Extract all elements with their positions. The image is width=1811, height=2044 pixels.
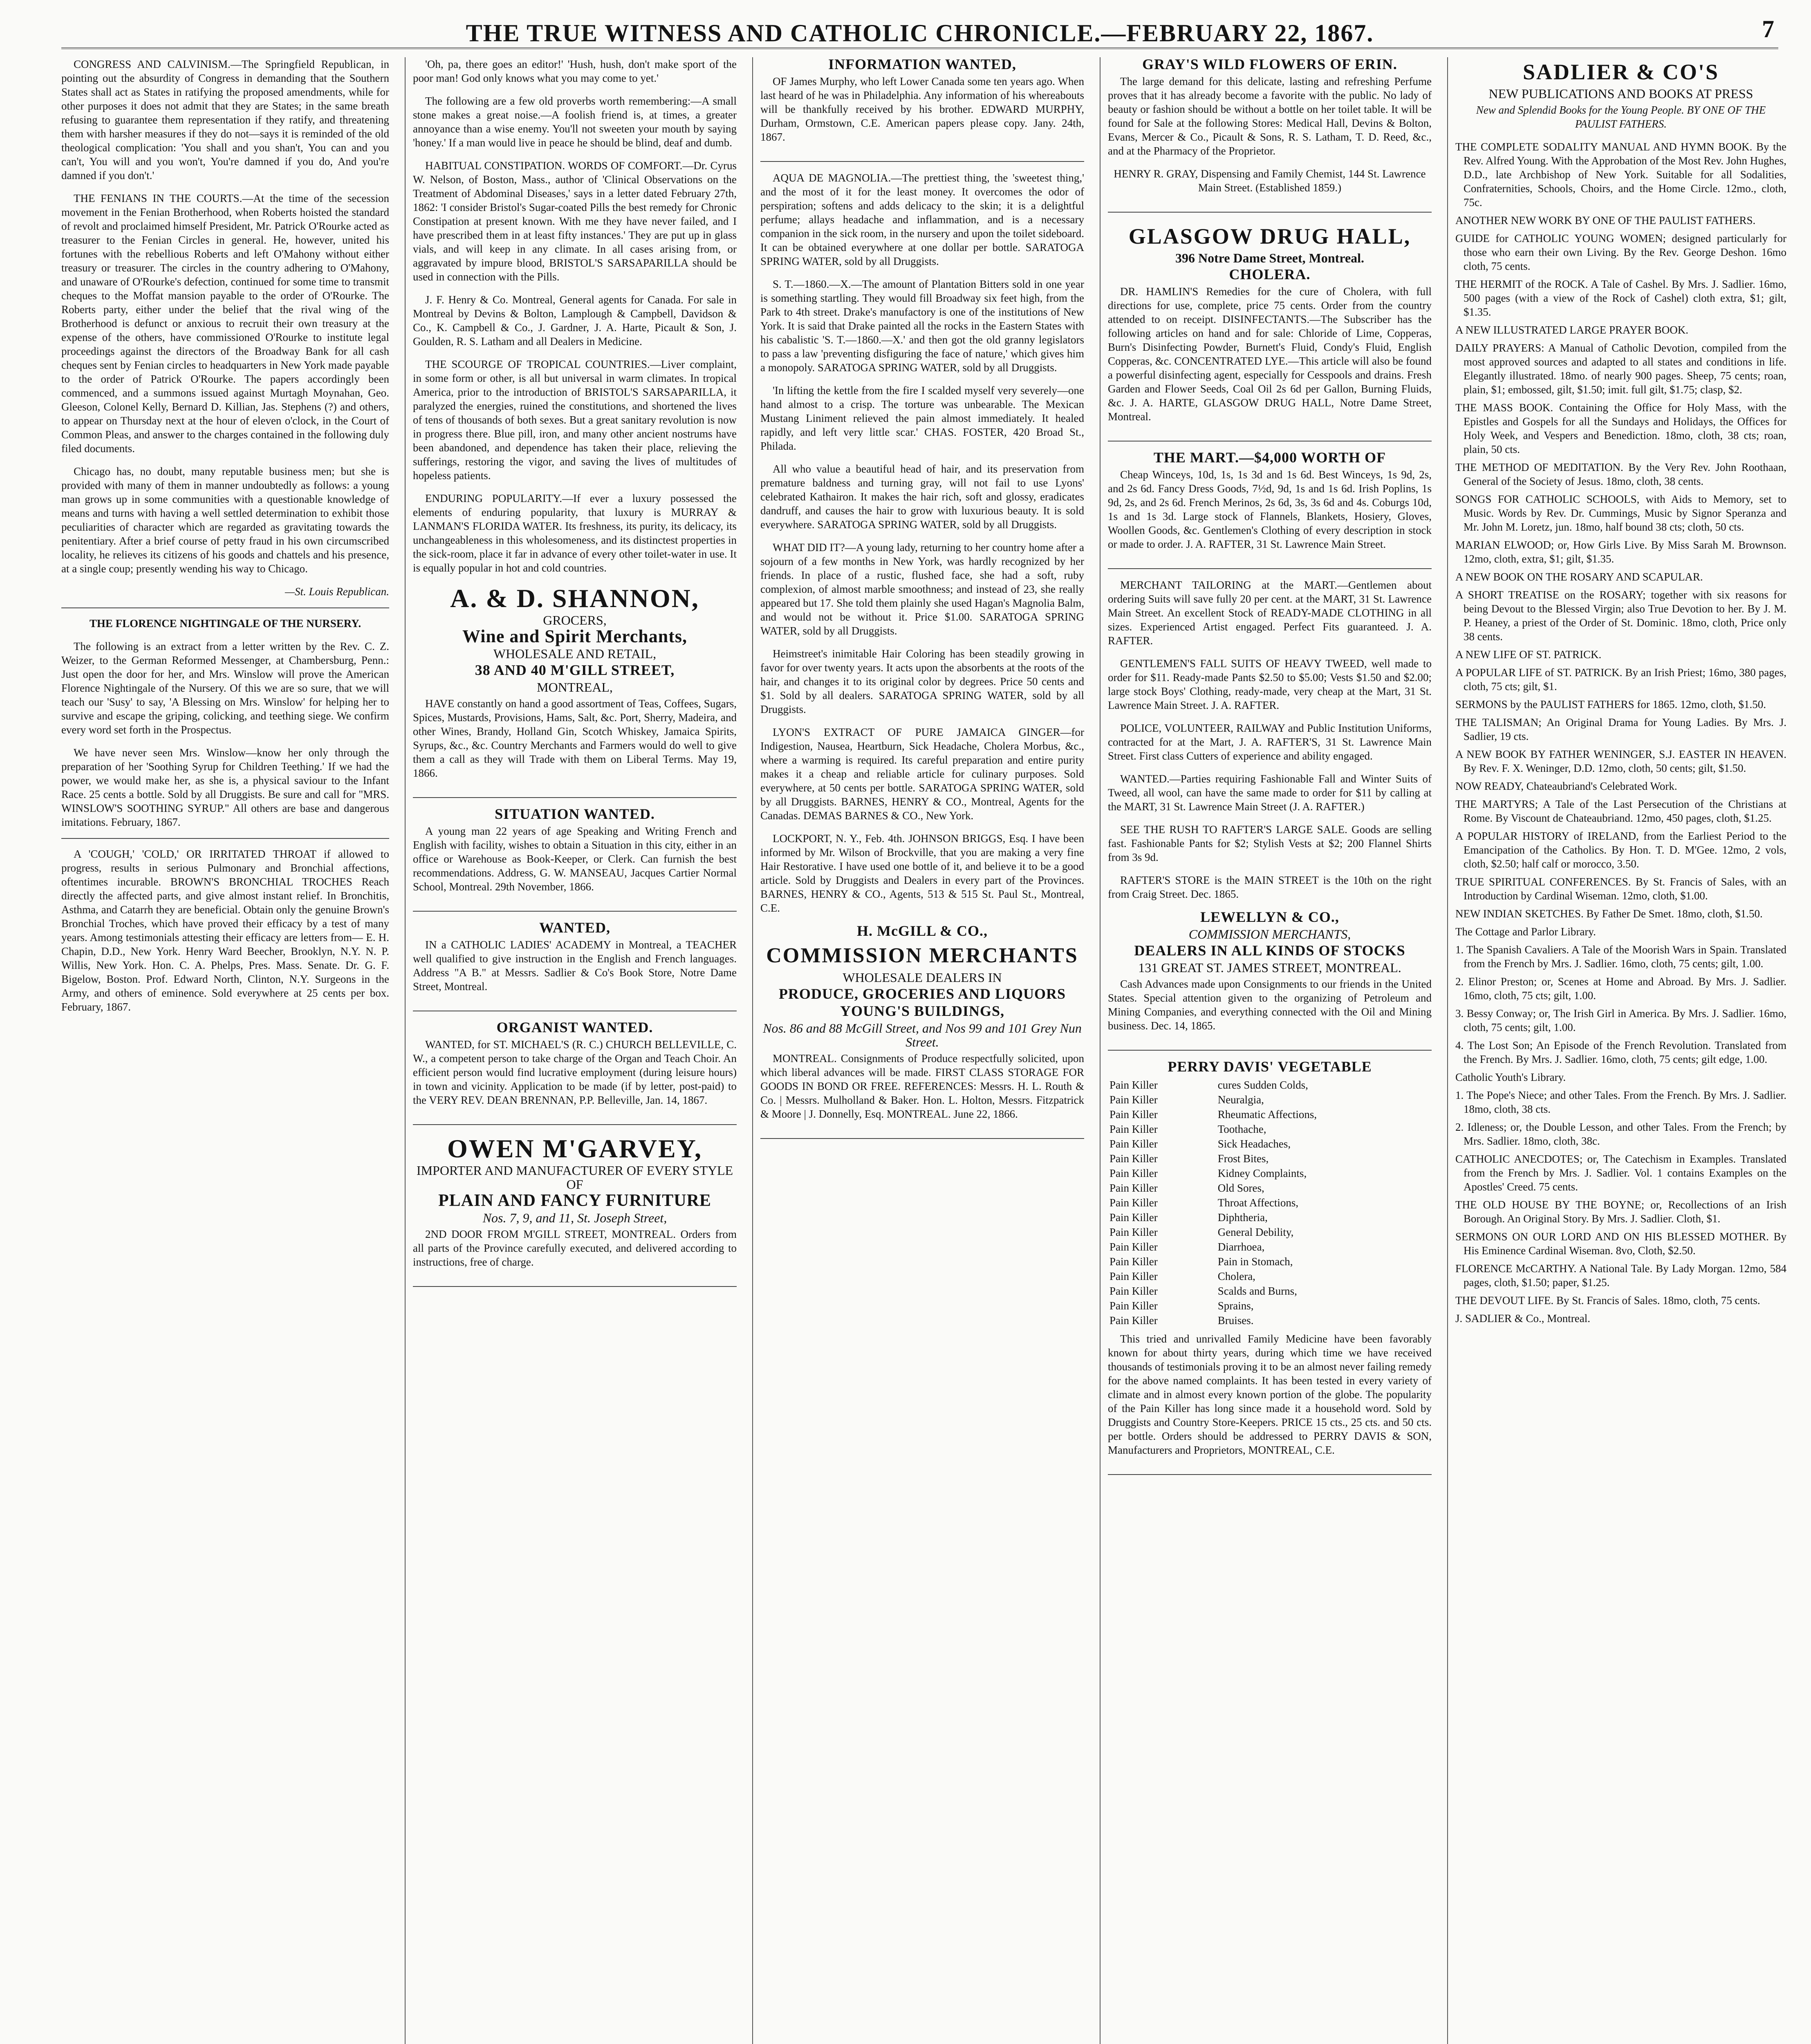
lewellyn-address: 131 GREAT ST. JAMES STREET, MONTREAL. bbox=[1138, 960, 1401, 975]
book-listing: A SHORT TREATISE on the ROSARY; together with six reasons for being Devout to the Blessed Virgin; also True Devotion to her. By J. M. P. Heaney, a priest of the Order of St. Dominic. 18mo, cloth, Price only 38 cents. bbox=[1455, 589, 1786, 643]
column-3 bbox=[752, 57, 1092, 2044]
wanted-title: WANTED, bbox=[539, 919, 611, 936]
page-header bbox=[61, 12, 1778, 49]
pain-killer-ailment: Frost Bites, bbox=[1217, 1152, 1269, 1165]
book-listing: 2. Elinor Preston; or, Scenes at Home and Abroad. By Mrs. J. Sadlier. 16mo, cloth, 75 cts; gilt, 1.00. bbox=[1455, 975, 1786, 1002]
magnolia-ad: AQUA DE MAGNOLIA.—The prettiest thing, the 'sweetest thing,' and the most of it for the least money. It overcomes the odor of perspiration; softens and adds delicacy to the skin; it is a delightful perfume; allays headache and inflammation, and is a necessary companion in the sick room, in the nursery and upon the toilet sideboard. It can be obtained everywhere at one dollar per bottle. SARATOGA SPRING WATER, sold by all Druggists. bbox=[760, 172, 1084, 267]
book-listing: THE METHOD OF MEDITATION. By the Very Rev. John Roothaan, General of the Society of Jesus. 18mo, cloth, 38 cents. bbox=[1455, 461, 1786, 487]
mcgill-commission: COMMISSION MERCHANTS bbox=[766, 944, 1078, 967]
pain-killer-ailment: Throat Affections, bbox=[1217, 1197, 1299, 1209]
situation-title: SITUATION WANTED. bbox=[495, 806, 655, 822]
pain-killer-row bbox=[1108, 1078, 1432, 1092]
pain-killer-label: Pain Killer bbox=[1109, 1197, 1158, 1209]
book-listing: A NEW BOOK ON THE ROSARY AND SCAPULAR. bbox=[1455, 571, 1703, 583]
book-listing: THE HERMIT of the ROCK. A Tale of Cashel. By Mrs. J. Sadlier. 16mo, 500 pages (with a view of the Rock of Cashel) cloth extra, $1; gilt, $1.35. bbox=[1455, 278, 1786, 318]
book-listing: MARIAN ELWOOD; or, How Girls Live. By Miss Sarah M. Brownson. 12mo, cloth, extra, $1; gilt, $1.35. bbox=[1455, 539, 1786, 565]
mcgarvey-furniture: PLAIN AND FANCY FURNITURE bbox=[438, 1191, 711, 1210]
mcgarvey-ad bbox=[413, 1134, 737, 1287]
lewellyn-body: Cash Advances made upon Consignments to our friends in the United States. Special attention given to the organizing of Petroleum and Mining Companies, and everything connected with the Oil and Mining business. Dec. 14, 1865. bbox=[1108, 978, 1432, 1032]
proverbs: The following are a few old proverbs worth remembering:—A small stone makes a great noise.—A foolish friend is, at times, a greater annoyance than a wise enemy. You'll not sweeten your mouth by saying 'honey.' If a man would live in peace he should be blind, deaf and dumb. bbox=[413, 95, 737, 149]
book-listing: SONGS FOR CATHOLIC SCHOOLS, with Aids to Memory, set to Music. Words by Rev. Dr. Cummings, Music by Signor Speranza and Mr. John M. Loretz, jun. 18mo, half bound 38 cts; cloth, 50 cts. bbox=[1455, 493, 1786, 533]
book-listing: TRUE SPIRITUAL CONFERENCES. By St. Francis of Sales, with an Introduction by Cardinal Wiseman. 12mo, cloth, $1.00. bbox=[1455, 876, 1786, 902]
pain-killer-label: Pain Killer bbox=[1109, 1300, 1158, 1312]
situation-ad bbox=[413, 807, 737, 912]
gray-title: GRAY'S WILD FLOWERS OF ERIN. bbox=[1142, 57, 1397, 72]
article-chicago: Chicago has, no doubt, many reputable business men; but she is provided with many of them in manner undoubtedly as follows: a young man grows up in some communities with a questionable knowledge of means and turns with having a well settled determination to exhibit those peculiarities of character which are regarded as gravitating towards the penitentiary. After a brief course of petty fraud in his own circumscribed locality, he relieves its citizens of his goods and chattels and his presence, at a single coup; presently wending his way to Chicago. bbox=[61, 465, 389, 575]
book-listing: GUIDE for CATHOLIC YOUNG WOMEN; designed particularly for those who earn their own Living. By the Rev. George Deshon. 16mo cloth, 75 cents. bbox=[1455, 232, 1786, 272]
sadlier-title: SADLIER & CO'S bbox=[1522, 60, 1719, 84]
pain-killer-ailment: Old Sores, bbox=[1217, 1182, 1264, 1194]
hair-ad: All who value a beautiful head of hair, and its preservation from premature baldness and turning gray, will not fail to use Lyons' celebrated Kathairon. It makes the hair rich, soft and glossy, eradicates dandruff, and causes the hair to grow with luxurious beauty. It is sold everywhere. SARATOGA SPRING WATER, sold by all Druggists. bbox=[760, 463, 1084, 531]
article-congress: CONGRESS AND CALVINISM.—The Springfield Republican, in pointing out the absurdity of Congress in demanding that the Southern States shall act as States in ratifying the proposed amendments, while for other purposes it does not admit that they are States; in the same breath refusing to guarantee them representation if they ratify, and threatening them with harsher measures if they do not—says it is reminded of the old theological complication: 'You shall and you shan't, You can and you can't, You will and you won't, You're damned if you do, And you're damned if you don't.' bbox=[61, 58, 389, 182]
pain-killer-label: Pain Killer bbox=[1109, 1079, 1158, 1091]
book-listing: 2. Idleness; or, the Double Lesson, and other Tales. From the French; by Mrs. Sadlier. 18mo, cloth, 38c. bbox=[1455, 1121, 1786, 1147]
pain-killer-ailment: Sprains, bbox=[1217, 1300, 1254, 1312]
pain-killer-row bbox=[1108, 1151, 1432, 1166]
pain-killer-label: Pain Killer bbox=[1109, 1152, 1158, 1165]
pain-killer-ailment: cures Sudden Colds, bbox=[1217, 1079, 1308, 1091]
book-listing: THE MARTYRS; A Tale of the Last Persecution of the Christians at Rome. By Viscount de Chateaubriand. 12mo, 450 pages, cloth, $1.25. bbox=[1455, 798, 1786, 824]
shannon-ad bbox=[413, 584, 737, 798]
lewellyn-ad bbox=[1108, 910, 1432, 1051]
book-listing: Catholic Youth's Library. bbox=[1455, 1071, 1566, 1083]
nightingale-body: The following is an extract from a letter written by the Rev. C. Z. Weizer, to the German Reformed Messenger, at Chambersburg, Penn.: Just open the door for her, and Mrs. Winslow will prove the American Florence Nightingale of the Nursery. Of this we are so sure, that we will teach our 'Susy' to say, 'A Blessing on Mrs. Winslow' for helping her to survive and escape the griping, colicking, and teething siege. We confirm every word set forth in the Prospectus. bbox=[61, 640, 389, 736]
glasgow-ad bbox=[1108, 222, 1432, 442]
store-ad: RAFTER'S STORE is the MAIN STREET is the 10th on the right from Craig Street. Dec. 1865. bbox=[1108, 874, 1432, 900]
shannon-city: MONTREAL, bbox=[537, 680, 613, 695]
info-title: INFORMATION WANTED, bbox=[828, 57, 1016, 72]
page-number: 7 bbox=[1762, 16, 1774, 43]
florida-water-ad: ENDURING POPULARITY.—If ever a luxury possessed the elements of enduring popularity, that luxury is MURRAY & LANMAN'S FLORIDA WATER. Its freshness, its purity, its delicacy, its unchangeableness in this wholesomeness, and its distinctest properties in the sick-room, place it far in advance of every other toilet-water in use. It is equally popular in hot and cold countries. bbox=[413, 492, 737, 574]
pain-killer-ailment: Diphtheria, bbox=[1217, 1211, 1268, 1224]
pain-killer-row bbox=[1108, 1122, 1432, 1136]
book-listing: A POPULAR HISTORY of IRELAND, from the Earliest Period to the Emancipation of the Catholics. By Hon. T. D. M'Gee. 12mo, 2 vols, cloth, $2.50; half calf or morocco, 3.50. bbox=[1455, 830, 1786, 870]
organist-title: ORGANIST WANTED. bbox=[496, 1019, 653, 1035]
pain-killer-ailment: Kidney Complaints, bbox=[1217, 1167, 1307, 1179]
mart-title: THE MART.—$4,000 WORTH OF bbox=[1153, 449, 1386, 466]
plantation-ad: S. T.—1860.—X.—The amount of Plantation Bitters sold in one year is something startling. They would fill Broadway six feet high, from the Park to 4th street. Drake's manufactory is one of the institutions of New York. It is said that Drake painted all the rocks in the Eastern States with his cabalistic 'S. T.—1860.—X.' and then got the old granny legislators to pass a law 'preventing disfiguring the face of nature,' which gives him a monopoly. SARATOGA SPRING WATER, sold by all Druggists. bbox=[760, 278, 1084, 374]
shannon-address: 38 AND 40 M'GILL STREET, bbox=[475, 662, 675, 678]
mcgill-body: MONTREAL. Consignments of Produce respectfully solicited, upon which liberal advances will be made. FIRST CLASS STORAGE FOR GOODS IN BOND OR FREE. REFERENCES: Messrs. H. L. Routh & Co. | Messrs. Mulholland & Baker. Hon. L. Holton, Messrs. Fitzpatrick & Moore | J. Donnelly, Esq. MONTREAL. June 22, 1866. bbox=[760, 1052, 1084, 1120]
pain-killer-label: Pain Killer bbox=[1109, 1285, 1158, 1297]
sadlier-sub: NEW PUBLICATIONS AND BOOKS AT PRESS bbox=[1488, 86, 1753, 101]
pain-killer-ailment: Toothache, bbox=[1217, 1123, 1266, 1135]
shannon-name: A. & D. SHANNON, bbox=[450, 584, 699, 613]
pain-killer-label: Pain Killer bbox=[1109, 1211, 1158, 1224]
book-listing: 3. Bessy Conway; or, The Irish Girl in America. By Mrs. J. Sadlier. 16mo, cloth, 75 cents; gilt, 1.00. bbox=[1455, 1007, 1786, 1033]
book-listing: CATHOLIC ANECDOTES; or, The Catechism in Examples. Translated from the French by Mrs. J. Sadlier. Vol. 1 contains Examples on the Apostles' Creed. 75 cents. bbox=[1455, 1153, 1786, 1193]
pain-killer-label: Pain Killer bbox=[1109, 1270, 1158, 1282]
lockport-ad: LOCKPORT, N. Y., Feb. 4th. JOHNSON BRIGGS, Esq. I have been informed by Mr. Wilson of Brockville, that you are making a very fine Hair Restorative. I have used one bottle of it, and believe it to be a good article. Sold by Druggists and Dealers in every part of the Provinces. BARNES, HENRY & CO., Agents, 513 & 515 St. Paul St., Montreal, C.E. bbox=[760, 832, 1084, 914]
pain-killer-ailment: Bruises. bbox=[1217, 1314, 1254, 1327]
pain-killer-label: Pain Killer bbox=[1109, 1255, 1158, 1268]
shannon-grocers: GROCERS, bbox=[543, 613, 607, 628]
wanted-ad bbox=[413, 921, 737, 1011]
pain-killer-label: Pain Killer bbox=[1109, 1138, 1158, 1150]
book-listing: A NEW BOOK BY FATHER WENINGER, S.J. EASTER IN HEAVEN. By Rev. F. X. Weninger, D.D. 12mo, cloth, 50 cents; gilt, $1.50. bbox=[1455, 748, 1786, 774]
article-fenians: THE FENIANS IN THE COURTS.—At the time of the secession movement in the Fenian Brotherhood, when Roberts hoisted the standard of revolt and proclaimed himself President, Mr. Patrick O'Rourke acted as treasurer to the Fenian Circles in general. He, however, united his fortunes with the rebellious Roberts and left O'Mahony without either treasury or treasurer. The circles in the country adhering to O'Mahony, and unaware of O'Rourke's defection, continued for some time to transmit cheques to the Moffat mansion payable to the order of O'Rourke. The Roberts party, either under the belief that the rival wing of the Brotherhood is defunct or anxious to recruit their own treasury at the expense of the others, have commissioned O'Rourke to institute legal proceedings against the directors of the Broadway Bank for all cash cheques sent by Fenian circles to headquarters in New York made payable to the order of Patrick O'Rourke. The papers accordingly been commenced, and a summons issued against Murtagh Moynahan, Geo. Gleeson, Colonel Kelly, Bernard D. Killian, Jas. Stephens (?) and others, to appear on Thursday next at the hour of eleven o'clock, in the Court of Common Pleas, and answer to the charges contained in the following duly filed documents. bbox=[61, 192, 389, 455]
mcgill-sub: WHOLESALE DEALERS IN bbox=[843, 970, 1002, 985]
pain-killer-row bbox=[1108, 1210, 1432, 1225]
pain-killer-label: Pain Killer bbox=[1109, 1182, 1158, 1194]
pain-killer-row bbox=[1108, 1298, 1432, 1313]
pain-killer-table bbox=[1108, 1078, 1432, 1328]
column-5 bbox=[1447, 57, 1786, 2044]
pain-killer-label: Pain Killer bbox=[1109, 1094, 1158, 1106]
mcgarvey-sub: IMPORTER AND MANUFACTURER OF EVERY STYLE OF bbox=[416, 1163, 733, 1192]
tweed-ad: WANTED.—Parties requiring Fashionable Fall and Winter Suits of Tweed, all wool, can have the same made to order for $11 by calling at the MART, 31 St. Lawrence Main Street (J. A. RAFTER.) bbox=[1108, 773, 1432, 813]
book-listing: DAILY PRAYERS: A Manual of Catholic Devotion, compiled from the most approved sources and adapted to all states and conditions in life. Elegantly illustrated. 18mo. of nearly 900 pages. Sheep, 75 cents; roan, plain, $1; embossed, gilt, $1.50; imit. full gilt, $1.75; clasp, $2. bbox=[1455, 342, 1786, 396]
pain-killer-label: Pain Killer bbox=[1109, 1314, 1158, 1327]
column-4 bbox=[1100, 57, 1439, 2044]
pain-killer-label: Pain Killer bbox=[1109, 1123, 1158, 1135]
perry-title: PERRY DAVIS' VEGETABLE bbox=[1168, 1058, 1372, 1075]
pain-killer-row bbox=[1108, 1181, 1432, 1195]
mcgill-building: YOUNG'S BUILDINGS, bbox=[840, 1003, 1005, 1019]
divider bbox=[61, 607, 389, 608]
gray-ad bbox=[1108, 57, 1432, 213]
nightingale-more: We have never seen Mrs. Winslow—know her only through the preparation of her 'Soothing Syrup for Children Teething.' If we had the power, we would make her, as she is, a physical saviour to the Infant Race. 25 cents a bottle. Sold by all Druggists. Be sure and call for "MRS. WINSLOW'S SOOTHING SYRUP." All others are base and dangerous imitations. February, 1867. bbox=[61, 746, 389, 828]
mcgill-address: Nos. 86 and 88 McGill Street, and Nos 99 and 101 Grey Nun Street. bbox=[763, 1021, 1082, 1049]
divider bbox=[61, 838, 389, 839]
masthead-title: THE TRUE WITNESS AND CATHOLIC CHRONICLE.—FEBRUARY 22, 1867. bbox=[466, 20, 1374, 47]
scourge-ad: THE SCOURGE OF TROPICAL COUNTRIES.—Liver complaint, in some form or other, is all but universal in warm climates. In tropical America, prior to the introduction of BRISTOL'S SARSAPARILLA, it paralyzed the energies, ruined the constitutions, and shortened the lives of tens of thousands of both sexes. But a great sanitary revolution is now in progress there. Blue pill, iron, and many other ancient nostrums have been abandoned, and dependence has taken their place, relieving the sufferings, restoring the vigor, and saving the lives of multitudes of hopeless patients. bbox=[413, 358, 737, 482]
pain-killer-row bbox=[1108, 1313, 1432, 1328]
pain-killer-row bbox=[1108, 1284, 1432, 1298]
gray-body: The large demand for this delicate, lasting and refreshing Perfume proves that it has already become a favorite with the public. No lady of beauty or fashion should be without a bottle on her toilet table. It will be found for Sale at the following Stores: Medical Hall, Devins & Bolton, Evans, Mercer & Co., Picault & Sons, R. S. Latham, T. D. Reed, &c., and at the Pharmacy of the Proprietor. bbox=[1108, 75, 1432, 157]
mcgill-ad bbox=[760, 924, 1084, 1139]
rush-ad: SEE THE RUSH TO RAFTER'S LARGE SALE. Goods are selling fast. Fashionable Pants for $2; Stylish Vests at $2; 200 Flannel Shirts from 3s 9d. bbox=[1108, 823, 1432, 863]
pain-killer-ailment: Neuralgia, bbox=[1217, 1094, 1264, 1106]
pain-killer-ailment: General Debility, bbox=[1217, 1226, 1294, 1238]
book-listing: 1. The Spanish Cavaliers. A Tale of the Moorish Wars in Spain. Translated from the French by Mrs. J. Sadlier. 16mo, cloth, 75 cents; gilt, 1.00. bbox=[1455, 944, 1786, 970]
heimstreet-ad: Heimstreet's inimitable Hair Coloring has been steadily growing in favor for over twenty years. It acts upon the absorbents at the roots of the hair, and changes it to its original color by degrees. Price 50 cents and $1. Sold by all dealers. SARATOGA SPRING WATER, sold by all Druggists. bbox=[760, 648, 1084, 715]
article-source: —St. Louis Republican. bbox=[285, 585, 389, 598]
organist-body: WANTED, for ST. MICHAEL'S (R. C.) CHURCH BELLEVILLE, C. W., a competent person to take charge of the Organ and Teach Choir. An efficient person would find lucrative employment (during leisure hours) in town and vicinity. Application to be made (if by letter, post-paid) to the VERY REV. DEAN BRENNAN, P.P. Belleville, Jan. 14, 1867. bbox=[413, 1038, 737, 1106]
mcgarvey-name: OWEN M'GARVEY, bbox=[447, 1134, 703, 1163]
lewellyn-name: LEWELLYN & CO., bbox=[1200, 909, 1339, 925]
organist-ad bbox=[413, 1020, 737, 1125]
pain-killer-ailment: Cholera, bbox=[1217, 1270, 1255, 1282]
book-listing: SERMONS ON OUR LORD AND ON HIS BLESSED MOTHER. By His Eminence Cardinal Wiseman. 8vo, Cloth, $2.50. bbox=[1455, 1230, 1786, 1257]
lewellyn-dealers: DEALERS IN ALL KINDS OF STOCKS bbox=[1134, 942, 1405, 959]
glasgow-name: GLASGOW DRUG HALL, bbox=[1128, 224, 1411, 249]
book-listing: THE DEVOUT LIFE. By St. Francis of Sales. 18mo, cloth, 75 cents. bbox=[1455, 1294, 1760, 1307]
constipation-ad: HABITUAL CONSTIPATION. WORDS OF COMFORT.—Dr. Cyrus W. Nelson, of Boston, Mass., author of 'Clinical Observations on the Treatment of Abdominal Diseases,' says in a letter dated February 27th, 1862: 'I consider Bristol's Sugar-coated Pills the best remedy for Chronic Constipation at present known. With me they have never failed, and I have prescribed them in at least fifty instances.' They are put up in glass vials, and will keep in any climate. In all cases arising from, or aggravated by impure blood, BRISTOL'S SARSAPARILLA should be used in connection with the Pills. bbox=[413, 159, 737, 283]
perry-davis-ad bbox=[1108, 1060, 1432, 1475]
book-listing: NOW READY, Chateaubriand's Celebrated Work. bbox=[1455, 780, 1677, 792]
pain-killer-label: Pain Killer bbox=[1109, 1108, 1158, 1121]
book-listing: FLORENCE McCARTHY. A National Tale. By Lady Morgan. 12mo, 584 pages, cloth, $1.50; paper, $1.25. bbox=[1455, 1262, 1786, 1289]
nightingale-title: THE FLORENCE NIGHTINGALE OF THE NURSERY. bbox=[89, 617, 361, 630]
pain-killer-row bbox=[1108, 1166, 1432, 1181]
pain-killer-label: Pain Killer bbox=[1109, 1167, 1158, 1179]
pain-killer-row bbox=[1108, 1239, 1432, 1254]
fall-suits-ad: GENTLEMEN'S FALL SUITS OF HEAVY TWEED, well made to order for $11. Ready-made Pants $2.50 to $5.00; Vests $1.50 and $2.00; large stock Boys' Clothing, ready-made, very cheap at the Mart, 31 St. Lawrence Main Street. J. A. RAFTER. bbox=[1108, 657, 1432, 711]
book-listing: 4. The Lost Son; An Episode of the French Revolution. Translated from the French. By Mrs. J. Sadlier. 16mo, cloth, 75 cents; gilt edge, 1.00. bbox=[1455, 1039, 1786, 1065]
mart-ad bbox=[1108, 450, 1432, 569]
pain-killer-row bbox=[1108, 1254, 1432, 1269]
pain-killer-ailment: Diarrhoea, bbox=[1217, 1241, 1265, 1253]
book-list bbox=[1455, 140, 1786, 1325]
book-listing: SERMONS by the PAULIST FATHERS for 1865. 12mo, cloth, $1.50. bbox=[1455, 698, 1766, 710]
pain-killer-row bbox=[1108, 1195, 1432, 1210]
pain-killer-row bbox=[1108, 1269, 1432, 1284]
pain-killer-ailment: Scalds and Burns, bbox=[1217, 1285, 1297, 1297]
cholera-body: DR. HAMLIN'S Remedies for the cure of Cholera, with full directions for use, complete, price 75 cents. Order from the country attended to on receipt. DISINFECTANTS.—The Subscriber has the following articles on hand and for sale: Chloride of Lime, Copperas, Burn's Disinfecting Powder, Burnett's Fluid, Condy's Fluid, English Copperas, &c. CONCENTRATED LYE.—This article will also be found a powerful disinfecting agent, especially for Cesspools and drains. Fresh Garden and Flower Seeds, Coal Oil 2s 6d per Gallon, Burning Fluids, &c. J. A. HARTE, GLASGOW DRUG HALL, Notre Dame Street, Montreal. bbox=[1108, 285, 1432, 423]
mart-body: Cheap Winceys, 10d, 1s, 1s 3d and 1s 6d. Best Winceys, 1s 9d, 2s, and 2s 6d. Fancy Dress Goods, 7½d, 9d, 1s and 1s 6d. Irish Poplins, 1s 9d, 2s, and 2s 6d. French Merinos, 2s 6d, 3s, 3s 6d and 4s. Coburgs 10d, 1s and 1s 3d. Large stock of Flannels, Blankets, Hosiery, Gloves, Woollen Goods, &c. Gentlemen's Clothing of every description in stock or made to order. J. A. RAFTER, 31 St. Lawrence Main Street. bbox=[1108, 468, 1432, 550]
book-listing: NEW INDIAN SKETCHES. By Father De Smet. 18mo, cloth, $1.50. bbox=[1455, 908, 1763, 920]
shannon-body: HAVE constantly on hand a good assortment of Teas, Coffees, Sugars, Spices, Mustards, Provisions, Hams, Salt, &c. Port, Sherry, Madeira, and other Wines, Brandy, Holland Gin, Scotch Whiskey, Jamaica Spirits, Syrups, &c., &c. Country Merchants and Farmers would do well to give them a call as they will Trade with them on Liberal Terms. May 19, 1866. bbox=[413, 697, 737, 779]
tailoring-ad: MERCHANT TAILORING at the MART.—Gentlemen about ordering Suits will save fully 20 per cent. at the MART, 31 St. Lawrence Main Street. An excellent Stock of READY-MADE CLOTHING in all sizes. Experienced Artist engaged. Perfect Fits guaranteed. J. A. RAFTER. bbox=[1108, 579, 1432, 647]
book-listing: The Cottage and Parlor Library. bbox=[1455, 926, 1596, 938]
cough-ad: A 'COUGH,' 'COLD,' OR IRRITATED THROAT if allowed to progress, results in serious Pulmonary and Bronchial affections, oftentimes incurable. BROWN'S BRONCHIAL TROCHES Reach directly the affected parts, and give almost instant relief. In Bronchitis, Asthma, and Catarrh they are beneficial. Obtain only the genuine Brown's Bronchial Troches, which have proved their efficacy by a test of many years. Among testimonials attesting their efficacy are letters from— E. H. Chapin, D.D., New York. Henry Ward Beecher, Brooklyn, N.Y. N. P. Willis, New York. Hon. C. A. Phelps, Pres. Mass. Senate. Dr. G. F. Bigelow, Boston. Prof. Edward North, Clinton, N.Y. Surgeons in the Army, and others of eminence. Sold everywhere at 25 cents per box. February, 1867. bbox=[61, 848, 389, 1013]
info-body: OF James Murphy, who left Lower Canada some ten years ago. When last heard of he was in Philadelphia. Any information of his whereabouts will be thankfully received by his brother. EDWARD MURPHY, Durham, Ormstown, C.E. American papers please copy. Jany. 24th, 1867. bbox=[760, 75, 1084, 143]
shannon-wine: Wine and Spirit Merchants, bbox=[462, 626, 687, 646]
book-listing: THE OLD HOUSE BY THE BOYNE; or, Recollections of an Irish Borough. An Original Story. By Mrs. J. Sadlier. Cloth, $1. bbox=[1455, 1199, 1786, 1225]
pain-killer-row bbox=[1108, 1092, 1432, 1107]
gray-signature: HENRY R. GRAY, Dispensing and Family Chemist, 144 St. Lawrence Main Street. (Established 1859.) bbox=[1114, 168, 1426, 194]
cholera-title: CHOLERA. bbox=[1229, 266, 1311, 282]
shannon-wholesale: WHOLESALE AND RETAIL, bbox=[493, 646, 657, 661]
pain-killer-row bbox=[1108, 1136, 1432, 1151]
book-listing: THE COMPLETE SODALITY MANUAL AND HYMN BOOK. By the Rev. Alfred Young. With the Approbation of the Most Rev. John Hughes, D.D., late Archbishop of New York. Suitable for all Sodalities, Confraternities, Schools, Choirs, and the Home Circle. 12mo., cloth, 75c. bbox=[1455, 141, 1786, 208]
pain-killer-ailment: Rheumatic Affections, bbox=[1217, 1108, 1317, 1121]
lewellyn-sub: COMMISSION MERCHANTS, bbox=[1188, 927, 1351, 941]
police-ad: POLICE, VOLUNTEER, RAILWAY and Public Institution Uniforms, contracted for at the Mart, J. A. RAFTER'S, 31 St. Lawrence Main Street. First class Cutters of experience and ability engaged. bbox=[1108, 722, 1432, 762]
wanted-body: IN a CATHOLIC LADIES' ACADEMY in Montreal, a TEACHER well qualified to give instruction in the English and French languages. Address "A B." at Messrs. Sadlier & Co's Book Store, Notre Dame Street, Montreal. bbox=[413, 939, 737, 993]
mcgill-name: H. McGILL & CO., bbox=[857, 923, 988, 939]
book-listing: 1. The Pope's Niece; and other Tales. From the French. By Mrs. J. Sadlier. 18mo, cloth, 38 cts. bbox=[1455, 1089, 1786, 1115]
editor-joke: 'Oh, pa, there goes an editor!' 'Hush, hush, don't make sport of the poor man! God only knows what you may come to yet.' bbox=[413, 58, 737, 84]
ginger-ad: LYON'S EXTRACT OF PURE JAMAICA GINGER—for Indigestion, Nausea, Heartburn, Sick Headache, Cholera Morbus, &c., where a warming is required. Its careful preparation and entire purity makes it a cheap and reliable article for culinary purposes. Sold everywhere, at 50 cents per bottle. SARATOGA SPRING WATER, sold by all Druggists. BARNES, HENRY & CO., Montreal, Agents for the Canadas. DEMAS BARNES & CO., New York. bbox=[760, 726, 1084, 822]
book-listing: ANOTHER NEW WORK BY ONE OF THE PAULIST FATHERS. bbox=[1455, 214, 1756, 226]
column-1 bbox=[61, 57, 397, 2044]
pain-killer-row bbox=[1108, 1225, 1432, 1239]
mcgill-goods: PRODUCE, GROCERIES AND LIQUORS bbox=[778, 986, 1066, 1002]
agents-notice: J. F. Henry & Co. Montreal, General agents for Canada. For sale in Montreal by Devins & Bolton, Lamplough & Campbell, Davidson & Co., K. Campbell & Co., J. Gardner, J. A. Harte, Picault & Son, J. Goulden, R. S. Latham and all Dealers in Medicine. bbox=[413, 294, 737, 347]
book-listing: A NEW LIFE OF ST. PATRICK. bbox=[1455, 648, 1602, 661]
perry-body: This tried and unrivalled Family Medicine have been favorably known for about thirty years, during which time we have received thousands of testimonials proving it to be an almost never failing remedy for the above named complaints. It has been tested in every variety of climate and in almost every known portion of the globe. The popularity of the Pain Killer has long since made it a household word. Sold by Druggists and Country Store-Keepers. PRICE 15 cts., 25 cts. and 50 cts. per bottle. Orders should be addressed to PERRY DAVIS & SON, Manufacturers and Proprietors, MONTREAL, C.E. bbox=[1108, 1333, 1432, 1456]
info-wanted-ad bbox=[760, 57, 1084, 162]
situation-body: A young man 22 years of age Speaking and Writing French and English with facility, wishes to obtain a Situation in this city, either in an office or Warehouse as Book-Keeper, or Clerk. Can furnish the best recommendations. Address, G. W. MANSEAU, Jacques Cartier Normal School, Montreal. 29th November, 1866. bbox=[413, 825, 737, 893]
glasgow-address: 396 Notre Dame Street, Montreal. bbox=[1175, 251, 1365, 265]
book-listing: THE TALISMAN; An Original Drama for Young Ladies. By Mrs. J. Sadlier, 19 cts. bbox=[1455, 716, 1786, 742]
book-listing: J. SADLIER & Co., Montreal. bbox=[1455, 1312, 1590, 1325]
sadlier-intro: New and Splendid Books for the Young People. BY ONE OF THE PAULIST FATHERS. bbox=[1476, 104, 1766, 130]
pain-killer-ailment: Sick Headaches, bbox=[1217, 1138, 1291, 1150]
whatdid-ad: WHAT DID IT?—A young lady, returning to her country home after a sojourn of a few months in New York, was hardly recognized by her friends. In place of a rustic, flushed face, she had a soft, ruby complexion, of almost marble smoothness; and instead of 23, she really appeared but 17. She told them plainly she used Hagan's Magnolia Balm, and would not be without it. Price $1.00. SARATOGA SPRING WATER, sold by all Druggists. bbox=[760, 541, 1084, 637]
kettle-ad: 'In lifting the kettle from the fire I scalded myself very severely—one hand almost to a crisp. The torture was unbearable. The Mexican Mustang Liniment relieved the pain almost immediately. It healed rapidly, and left very little scar.' CHAS. FOSTER, 420 Broad St., Philada. bbox=[760, 384, 1084, 452]
book-listing: A NEW ILLUSTRATED LARGE PRAYER BOOK. bbox=[1455, 324, 1689, 336]
pain-killer-row bbox=[1108, 1107, 1432, 1122]
mcgarvey-address: Nos. 7, 9, and 11, St. Joseph Street, bbox=[482, 1210, 667, 1225]
pain-killer-label: Pain Killer bbox=[1109, 1226, 1158, 1238]
pain-killer-ailment: Pain in Stomach, bbox=[1217, 1255, 1293, 1268]
book-listing: A POPULAR LIFE of ST. PATRICK. By an Irish Priest; 16mo, 380 pages, cloth, 75 cts; gilt, $1. bbox=[1455, 666, 1786, 693]
mcgarvey-note: 2ND DOOR FROM M'GILL STREET, MONTREAL. Orders from all parts of the Province carefully executed, and delivered according to instructions, free of charge. bbox=[413, 1228, 737, 1268]
column-2 bbox=[405, 57, 744, 2044]
book-listing: THE MASS BOOK. Containing the Office for Holy Mass, with the Epistles and Gospels for all the Sundays and Holidays, the Offices for Holy Week, and Vespers and Benediction. 18mo, cloth, 38 cts; roan, plain, 50 cts. bbox=[1455, 401, 1786, 455]
pain-killer-label: Pain Killer bbox=[1109, 1241, 1158, 1253]
